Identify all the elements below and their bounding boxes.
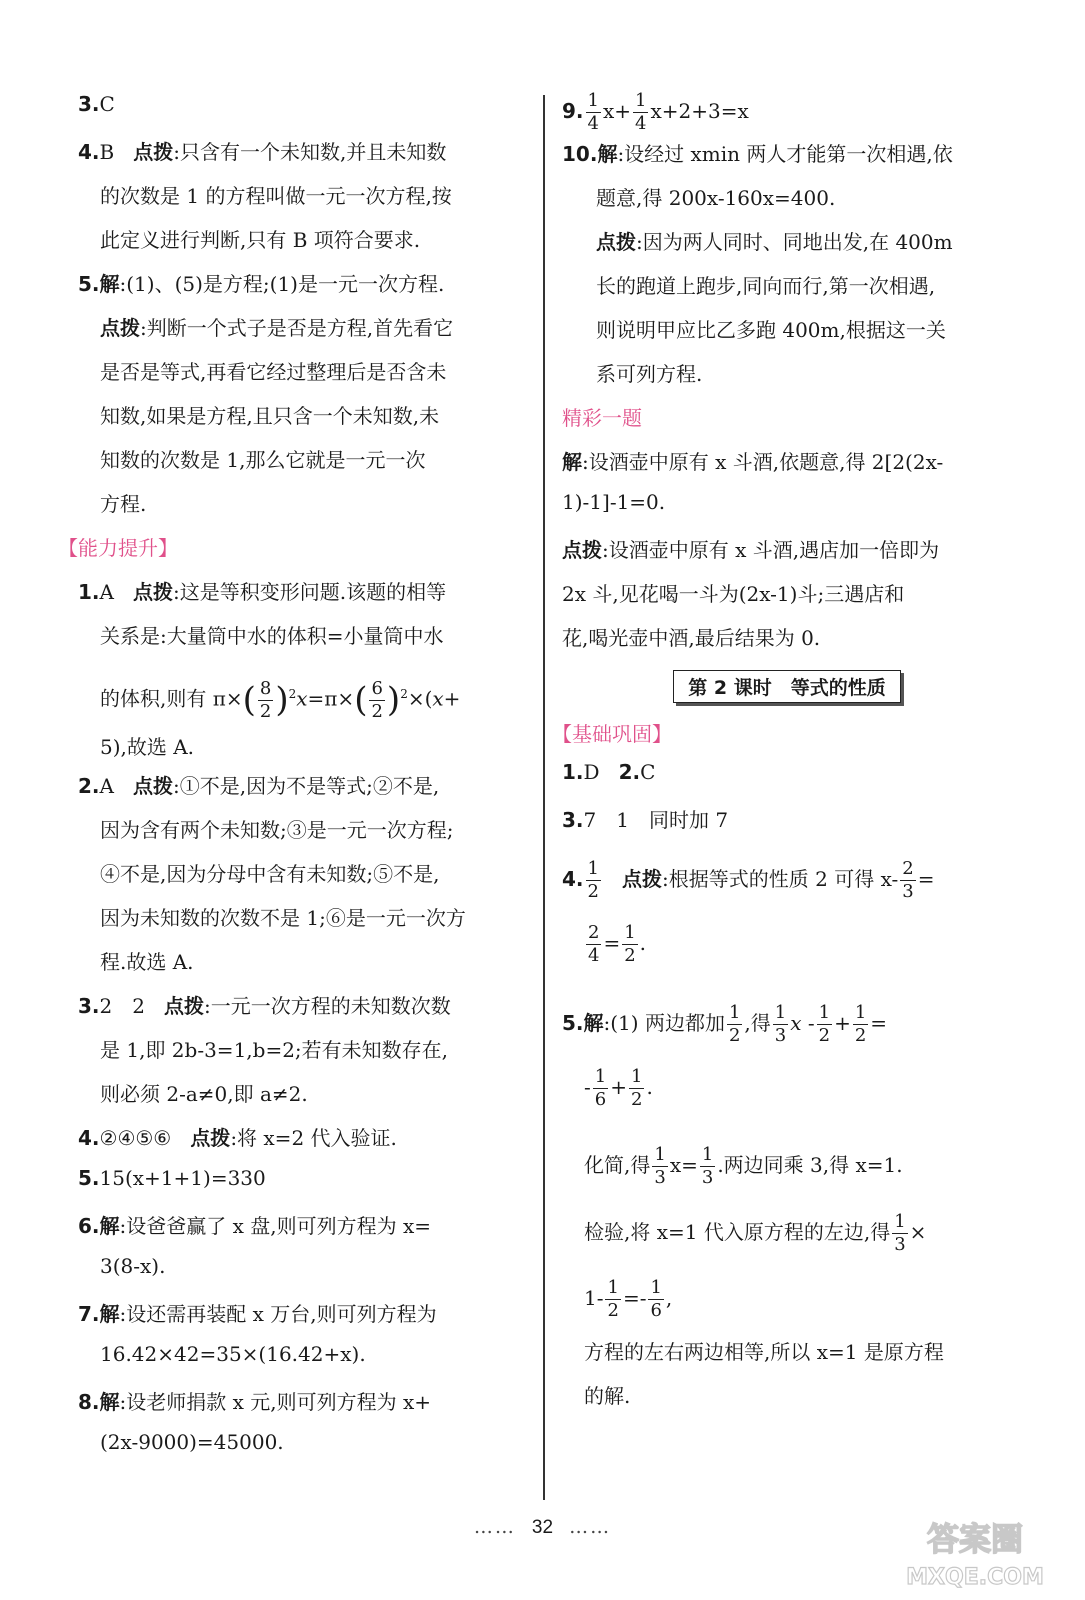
answer-9: 9. $\frac{1}{4}$ x+ $\frac{1}{4}$ x+2+3=x bbox=[562, 90, 749, 134]
text-line: 的解. bbox=[584, 1384, 631, 1408]
text-line: ④不是,因为分母中含有未知数;⑤不是, bbox=[100, 862, 440, 886]
text-line: 系可列方程. bbox=[596, 362, 703, 386]
text-line: 则说明甲应比乙多跑 400m,根据这一关 bbox=[596, 318, 946, 342]
ability-1: 1.A 点拨:这是等积变形问题.该题的相等 bbox=[78, 580, 447, 604]
text-line: 1)-1]-1=0. bbox=[562, 490, 666, 514]
text-line: 方程的左右两边相等,所以 x=1 是原方程 bbox=[584, 1340, 944, 1364]
featured-solution: 解:设酒壶中原有 x 斗酒,依题意,得 2[2(2x- bbox=[562, 450, 944, 474]
section-heading-ability: 【能力提升】 bbox=[58, 536, 178, 560]
text-line: 此定义进行判断,只有 B 项符合要求. bbox=[100, 228, 421, 252]
answer-4: 4.B 点拨:只含有一个未知数,并且未知数 bbox=[78, 140, 447, 164]
watermark-logo bbox=[875, 1512, 1075, 1592]
text-line: 3(8-x). bbox=[100, 1254, 166, 1278]
ability-2: 2.A 点拨:①不是,因为不是等式;②不是, bbox=[78, 774, 440, 798]
basic-4-cont: $\frac{2}{4}$ = $\frac{1}{2}$ . bbox=[588, 922, 647, 966]
section-heading-basic: 【基础巩固】 bbox=[552, 722, 672, 746]
left-column bbox=[58, 92, 530, 1474]
text-line: 题意,得 200x-160x=400. bbox=[596, 186, 836, 210]
ability-8: 8.解:设老师捐款 x 元,则可列方程为 x+ bbox=[78, 1390, 431, 1414]
text-line: 长的跑道上跑步,同向而行,第一次相遇, bbox=[596, 274, 936, 298]
ability-6: 6.解:设爸爸赢了 x 盘,则可列方程为 x= bbox=[78, 1214, 431, 1238]
text-line: 16.42×42=35×(16.42+x). bbox=[100, 1342, 366, 1366]
text-line: 2x 斗,见花喝一斗为(2x-1)斗;三遇店和 bbox=[562, 582, 905, 606]
text-line: 因为未知数的次数不是 1;⑥是一元一次方 bbox=[100, 906, 466, 930]
footer-dots-left: …… bbox=[473, 1516, 516, 1538]
text-line: 知数,如果是方程,且只含一个未知数,未 bbox=[100, 404, 440, 428]
basic-3: 3.7 1 同时加 7 bbox=[562, 808, 729, 832]
footer-dots-right: …… bbox=[569, 1516, 612, 1538]
text-line: 5),故选 A. bbox=[100, 735, 195, 759]
featured-hint: 点拨:设酒壶中原有 x 斗酒,遇店加一倍即为 bbox=[562, 538, 940, 562]
text-line: 方程. bbox=[100, 492, 147, 516]
answer-10: 10.解:设经过 xmin 两人才能第一次相遇,依 bbox=[562, 142, 953, 166]
basic-5: 5.解:(1) 两边都加 $\frac{1}{2}$ ,得 $\frac{1}{3}$ x - $\frac{1}{2}$ + $\frac{1}{2}$ = bbox=[562, 1002, 888, 1046]
formula-line: 的体积,则有 π×( $\frac{8}{2}$ )$^2$x=π×( $\frac{6}{2}$ )$^2$×(x+ bbox=[100, 677, 461, 722]
section-heading-featured: 精彩一题 bbox=[562, 406, 642, 430]
text-line: 程.故选 A. bbox=[100, 950, 194, 974]
text-line: 是 1,即 2b-3=1,b=2;若有未知数存在, bbox=[100, 1038, 449, 1062]
text-line: 关系是:大量筒中水的体积=小量筒中水 bbox=[100, 624, 444, 648]
basic-5-check-cont: 1- $\frac{1}{2}$ =- $\frac{1}{6}$ , bbox=[584, 1277, 673, 1321]
page-number: 32 bbox=[531, 1517, 554, 1538]
answer-5: 5.解:(1)、(5)是方程;(1)是一元一次方程. bbox=[78, 272, 445, 296]
ability-4: 4.②④⑤⑥ 点拨:将 x=2 代入验证. bbox=[78, 1126, 397, 1150]
ability-7: 7.解:设还需再装配 x 万台,则可列方程为 bbox=[78, 1302, 437, 1326]
ability-3: 3.2 2 点拨:一元一次方程的未知数次数 bbox=[78, 994, 451, 1018]
basic-1-2: 1.D 2.C bbox=[562, 760, 656, 784]
basic-5-simplify: 化简,得 $\frac{1}{3}$ x= $\frac{1}{3}$ .两边同乘 3,得 x=1. bbox=[584, 1144, 903, 1188]
answer-3: 3.C bbox=[78, 92, 115, 116]
watermark-text-url: MXQE.COM bbox=[906, 1565, 1044, 1590]
lesson-title-wrap bbox=[562, 670, 1012, 718]
text-line: (2x-9000)=45000. bbox=[100, 1430, 284, 1454]
text-line: 花,喝光壶中酒,最后结果为 0. bbox=[562, 626, 821, 650]
text-line: 则必须 2-a≠0,即 a≠2. bbox=[100, 1082, 308, 1106]
column-divider bbox=[543, 95, 545, 1500]
hint-5: 点拨:判断一个式子是否是方程,首先看它 bbox=[100, 316, 454, 340]
ability-5: 5.15(x+1+1)=330 bbox=[78, 1166, 266, 1190]
right-column bbox=[552, 90, 1012, 1424]
watermark-text-cn: 答案圈 bbox=[926, 1520, 1024, 1558]
basic-4: 4. $\frac{1}{2}$ 点拨:根据等式的性质 2 可得 x- $\frac{2}{3}$ = bbox=[562, 858, 935, 902]
text-line: 的次数是 1 的方程叫做一元一次方程,按 bbox=[100, 184, 452, 208]
lesson-title: 第 2 课时 等式的性质 bbox=[673, 670, 900, 703]
text-line: 知数的次数是 1,那么它就是一元一次 bbox=[100, 448, 426, 472]
text-line: 因为含有两个未知数;③是一元一次方程; bbox=[100, 818, 454, 842]
basic-5-check: 检验,将 x=1 代入原方程的左边,得 $\frac{1}{3}$ × bbox=[584, 1211, 927, 1255]
text-line: 是否是等式,再看它经过整理后是否含未 bbox=[100, 360, 447, 384]
hint-10: 点拨:因为两人同时、同地出发,在 400m bbox=[596, 230, 953, 254]
basic-5-cont: - $\frac{1}{6}$ + $\frac{1}{2}$ . bbox=[584, 1066, 653, 1110]
